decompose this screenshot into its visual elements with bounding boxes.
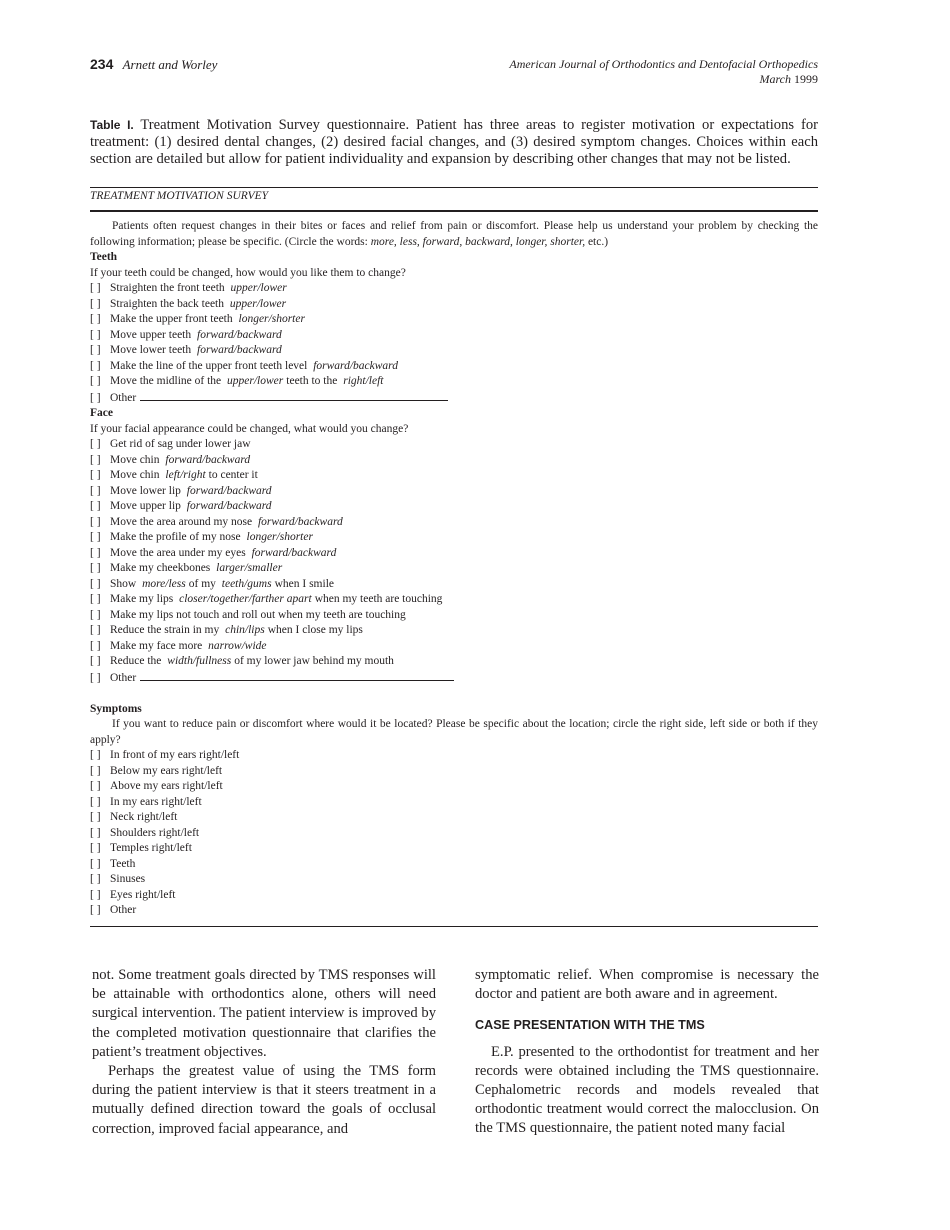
checkbox[interactable]: [ ] (90, 795, 101, 808)
option-text: Straighten the back teeth (110, 297, 225, 310)
teeth-question: If your teeth could be changed, how would you like them to change? (90, 266, 406, 279)
survey-option[interactable] (90, 546, 818, 562)
checkbox[interactable]: [ ] (90, 469, 101, 481)
option-text: Sinuses (110, 873, 146, 885)
checkbox[interactable]: [ ] (90, 375, 101, 387)
option-text: Move lower teeth (110, 344, 192, 356)
checkbox[interactable]: [ ] (90, 282, 101, 294)
symptom-options (90, 748, 818, 919)
option-text: Neck right/left (110, 811, 178, 823)
checkbox[interactable]: [ ] (90, 780, 101, 792)
option-choice[interactable]: upper/lower (227, 375, 284, 387)
survey-option[interactable] (90, 654, 818, 670)
table-header-rule (90, 210, 818, 212)
checkbox[interactable]: [ ] (90, 749, 101, 761)
survey-option[interactable] (90, 748, 818, 764)
survey-option[interactable] (90, 795, 818, 811)
option-text: Move the area under my eyes (110, 546, 246, 559)
survey-option[interactable] (90, 530, 818, 546)
body-column-left (92, 966, 436, 1139)
option-text: Reduce the strain in my (110, 624, 220, 636)
checkbox[interactable]: [ ] (90, 546, 101, 559)
teeth-options (90, 281, 818, 390)
symptoms-question: If you want to reduce pain or discomfort where would it be located? Please be specific about the location; circle the right side, left side or both if they apply? (90, 718, 818, 746)
checkbox[interactable]: [ ] (90, 904, 101, 916)
option-text: when my teeth are touching (314, 593, 443, 605)
survey-option[interactable] (90, 374, 818, 390)
checkbox[interactable]: [ ] (90, 655, 101, 667)
checkbox[interactable]: [ ] (90, 577, 101, 590)
section-heading-face: Face (90, 407, 113, 419)
journal-title: American Journal of Orthodontics and Dentofacial Orthopedics (509, 57, 818, 71)
checkbox[interactable]: [ ] (90, 593, 101, 605)
checkbox[interactable]: [ ] (90, 438, 101, 450)
survey-option[interactable] (90, 499, 818, 515)
survey-option[interactable] (90, 639, 818, 655)
survey-option[interactable] (90, 561, 818, 577)
running-header-left (90, 56, 217, 73)
option-choice[interactable]: larger/smaller (216, 562, 283, 574)
option-text: Make the profile of my nose (110, 531, 241, 543)
survey-option[interactable] (90, 764, 818, 780)
survey-intro: Patients often request changes in their bites or faces and relief from pain or discomfort. Please help us understand your problem by checking the following information; please be specific. (Circle the words: more, less, forward, backward, longer, shorter, etc.) (90, 220, 818, 248)
option-choice[interactable]: width/fullness (167, 655, 232, 667)
option-choice[interactable]: right/left (343, 375, 384, 387)
checkbox[interactable]: [ ] (90, 313, 101, 325)
section-heading-symptoms: Symptoms (90, 702, 142, 715)
option-text: Eyes right/left (110, 888, 176, 901)
table-label: Table I. (90, 118, 134, 132)
section-heading: CASE PRESENTATION WITH THE TMS (475, 1018, 705, 1033)
checkbox[interactable]: [ ] (90, 888, 101, 901)
survey-option[interactable] (90, 312, 818, 328)
survey-option[interactable] (90, 484, 818, 500)
option-text: when I close my lips (267, 624, 363, 636)
survey-option[interactable] (90, 857, 818, 873)
option-text: Straighten the front teeth (110, 282, 225, 294)
option-text: Teeth (110, 857, 136, 870)
checkbox[interactable]: [ ] (90, 608, 101, 621)
section-heading-teeth: Teeth (90, 251, 118, 263)
checkbox[interactable]: [ ] (90, 391, 101, 404)
survey-option[interactable] (90, 577, 818, 593)
checkbox[interactable]: [ ] (90, 297, 101, 310)
survey-option[interactable] (90, 453, 818, 469)
survey-option[interactable] (90, 281, 818, 297)
running-authors: Arnett and Worley (122, 57, 218, 72)
option-text: Move chin (110, 453, 160, 466)
survey-option[interactable] (90, 841, 818, 857)
option-choice[interactable]: forward/backward (251, 546, 337, 559)
option-choice[interactable]: upper/lower (230, 282, 287, 294)
survey-option[interactable] (90, 468, 818, 484)
checkbox[interactable]: [ ] (90, 639, 101, 652)
body-column-right (475, 966, 819, 1139)
survey-option[interactable] (90, 515, 818, 531)
option-choice[interactable]: longer/shorter (238, 313, 305, 325)
table-title: TREATMENT MOTIVATION SURVEY (90, 190, 269, 202)
option-text: Above my ears right/left (110, 780, 223, 792)
survey-option[interactable] (90, 810, 818, 826)
option-text: Below my ears right/left (110, 764, 223, 777)
face-other-option[interactable]: [ ] Other (90, 670, 818, 687)
table-top-rule (90, 187, 818, 188)
option-text: Make my lips not touch and roll out when my teeth are touching (110, 608, 406, 621)
survey-option[interactable] (90, 592, 818, 608)
option-text: Make the upper front teeth (110, 313, 233, 325)
survey-option[interactable] (90, 328, 818, 344)
option-text: Make my lips (110, 593, 174, 605)
option-choice[interactable]: left/right (165, 469, 206, 481)
option-text: Other (110, 904, 137, 916)
checkbox[interactable]: [ ] (90, 764, 101, 777)
survey-option[interactable] (90, 888, 818, 904)
checkbox[interactable]: [ ] (90, 531, 101, 543)
survey-option[interactable] (90, 297, 818, 313)
option-choice[interactable]: upper/lower (229, 297, 287, 310)
option-choice[interactable]: forward/backward (197, 328, 282, 341)
option-text: Make my face more (110, 639, 203, 652)
option-text: when I smile (274, 577, 334, 590)
other-blank-line[interactable] (140, 390, 448, 401)
survey-option[interactable] (90, 623, 818, 639)
option-text: In front of my ears right/left (110, 749, 240, 761)
survey-option[interactable] (90, 872, 818, 888)
checkbox[interactable]: [ ] (90, 515, 101, 528)
option-choice[interactable]: closer/together/farther apart (179, 593, 312, 605)
option-text: Make my cheekbones (110, 562, 211, 574)
checkbox[interactable]: [ ] (90, 671, 101, 684)
option-choice[interactable]: narrow/wide (208, 639, 267, 652)
option-choice[interactable]: forward/backward (257, 515, 343, 528)
survey-body (90, 219, 818, 919)
page-number: 234 (90, 56, 114, 72)
caption-text: Treatment Motivation Survey questionnaire. Patient has three areas to register motivation or expectations for treatment: (1) desired dental changes, (2) desired facial changes, and (3) desired symptom changes. Choices within each section are detailed but allow for patient individuality and expansion by describing other changes that may not be listed. (90, 117, 818, 167)
teeth-other-option[interactable]: [ ] Other (90, 390, 818, 407)
face-options (90, 437, 818, 670)
paragraph: Perhaps the greatest value of using the TMS form during the patient interview is that it steers treatment in a mutually defined direction toward the goals of occlusal correction, improved facial appearance, and (92, 1063, 436, 1137)
checkbox[interactable]: [ ] (90, 857, 101, 870)
option-text: Shoulders right/left (110, 826, 200, 839)
option-text: Show (110, 577, 137, 590)
option-text: Move the midline of the (110, 375, 222, 387)
option-text: to center it (208, 469, 258, 481)
checkbox[interactable]: [ ] (90, 826, 101, 839)
option-text: Move upper lip (110, 500, 181, 512)
survey-option[interactable] (90, 903, 818, 919)
option-text: Temples right/left (110, 842, 192, 854)
survey-option[interactable] (90, 343, 818, 359)
checkbox[interactable]: [ ] (90, 359, 101, 372)
option-choice[interactable]: forward/backward (186, 500, 272, 512)
option-choice[interactable]: forward/backward (313, 359, 398, 372)
option-text: In my ears right/left (110, 795, 202, 808)
survey-option[interactable] (90, 437, 818, 453)
option-text: of my (188, 577, 216, 590)
option-text: Make the line of the upper front teeth level (110, 359, 308, 372)
option-text: Move upper teeth (110, 328, 192, 341)
option-text: Get rid of sag under lower jaw (110, 438, 251, 450)
option-choice[interactable]: longer/shorter (246, 531, 313, 543)
checkbox[interactable]: [ ] (90, 344, 101, 356)
option-choice[interactable]: forward/backward (186, 484, 272, 497)
checkbox[interactable]: [ ] (90, 842, 101, 854)
checkbox[interactable]: [ ] (90, 562, 101, 574)
running-header-right (509, 57, 818, 87)
option-text: teeth to the (286, 375, 338, 387)
option-text: Move lower lip (110, 484, 181, 497)
option-choice[interactable]: forward/backward (197, 344, 282, 356)
checkbox[interactable]: [ ] (90, 873, 101, 885)
option-choice[interactable]: forward/backward (165, 453, 251, 466)
checkbox[interactable]: [ ] (90, 453, 101, 466)
option-choice[interactable]: chin/lips (225, 624, 265, 636)
survey-option[interactable] (90, 826, 818, 842)
checkbox[interactable]: [ ] (90, 484, 101, 497)
survey-option[interactable] (90, 359, 818, 375)
option-text: Move chin (110, 469, 160, 481)
survey-option[interactable] (90, 779, 818, 795)
checkbox[interactable]: [ ] (90, 811, 101, 823)
issue-date: March 1999 (759, 72, 818, 86)
option-text: Move the area around my nose (110, 515, 253, 528)
survey-option[interactable] (90, 608, 818, 624)
table-bottom-rule (90, 926, 818, 927)
option-text: Reduce the (110, 655, 162, 667)
paragraph: E.P. presented to the orthodontist for treatment and her records were obtained including the TMS questionnaire. Cephalometric records and models revealed that orthodontic treatment would correct the malocclusion. On the TMS questionnaire, the patient noted many facial (475, 1043, 819, 1137)
checkbox[interactable]: [ ] (90, 500, 101, 512)
checkbox[interactable]: [ ] (90, 624, 101, 636)
paragraph: not. Some treatment goals directed by TMS responses will be attainable with orthodontics alone, others will need surgical intervention. The patient interview is improved by the completed motivation questionnaire that clarifies the patient’s treatment objectives. (92, 967, 436, 1060)
option-text: of my lower jaw behind my mouth (234, 655, 394, 667)
other-blank-line[interactable] (140, 670, 454, 681)
option-choice[interactable]: teeth/gums (221, 577, 272, 590)
face-question: If your facial appearance could be changed, what would you change? (90, 422, 409, 435)
checkbox[interactable]: [ ] (90, 328, 101, 341)
table-caption (90, 117, 818, 168)
paragraph: symptomatic relief. When compromise is necessary the doctor and patient are both aware and in agreement. (475, 967, 819, 1003)
option-choice[interactable]: more/less (142, 577, 186, 590)
